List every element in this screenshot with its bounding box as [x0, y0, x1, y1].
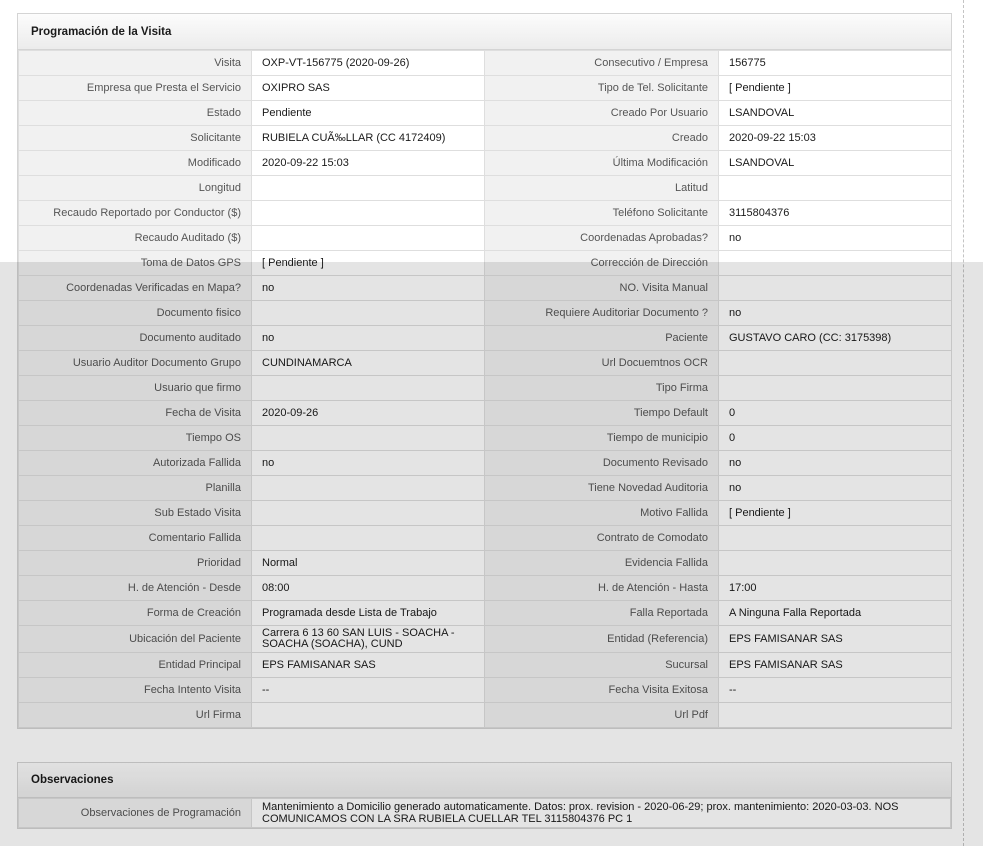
table-row — [19, 76, 952, 101]
field-label: Requiere Auditoriar Documento ? — [485, 301, 719, 326]
field-value — [719, 376, 952, 401]
field-label: Tipo de Tel. Solicitante — [485, 76, 719, 101]
table-row — [19, 551, 952, 576]
table-row — [19, 101, 952, 126]
field-value: OXIPRO SAS — [252, 76, 485, 101]
observaciones-panel — [17, 762, 952, 829]
field-label: Fecha Visita Exitosa — [485, 678, 719, 703]
table-row — [19, 703, 952, 728]
field-label: H. de Atención - Desde — [19, 576, 252, 601]
table-row — [19, 426, 952, 451]
field-value: no — [252, 451, 485, 476]
visita-panel — [17, 13, 952, 729]
table-row — [19, 799, 951, 828]
field-label: Tiempo Default — [485, 401, 719, 426]
table-row — [19, 576, 952, 601]
field-value: no — [252, 276, 485, 301]
observaciones-panel-title: Observaciones — [18, 763, 951, 798]
field-label: Visita — [19, 51, 252, 76]
field-value — [252, 176, 485, 201]
field-value — [252, 501, 485, 526]
field-value: [ Pendiente ] — [719, 501, 952, 526]
field-value: Programada desde Lista de Trabajo — [252, 601, 485, 626]
field-label: Sucursal — [485, 653, 719, 678]
field-value: 2020-09-22 15:03 — [719, 126, 952, 151]
field-value: -- — [719, 678, 952, 703]
field-label: Comentario Fallida — [19, 526, 252, 551]
field-label: Empresa que Presta el Servicio — [19, 76, 252, 101]
table-row — [19, 451, 952, 476]
field-value: Pendiente — [252, 101, 485, 126]
field-label: Evidencia Fallida — [485, 551, 719, 576]
field-value: 2020-09-22 15:03 — [252, 151, 485, 176]
field-value: GUSTAVO CARO (CC: 3175398) — [719, 326, 952, 351]
field-label: Toma de Datos GPS — [19, 251, 252, 276]
table-row — [19, 653, 952, 678]
table-row — [19, 601, 952, 626]
field-value — [252, 301, 485, 326]
field-label: Entidad Principal — [19, 653, 252, 678]
field-label: Documento fisico — [19, 301, 252, 326]
field-label: Fecha Intento Visita — [19, 678, 252, 703]
table-row — [19, 678, 952, 703]
field-label: Longitud — [19, 176, 252, 201]
field-label: Coordenadas Verificadas en Mapa? — [19, 276, 252, 301]
page-divider — [963, 0, 964, 846]
field-label: Documento Revisado — [485, 451, 719, 476]
table-row — [19, 176, 952, 201]
field-value: EPS FAMISANAR SAS — [719, 653, 952, 678]
table-row — [19, 276, 952, 301]
table-row — [19, 151, 952, 176]
field-label: Url Docuemtnos OCR — [485, 351, 719, 376]
field-value — [252, 226, 485, 251]
field-value — [252, 201, 485, 226]
table-row — [19, 501, 952, 526]
field-label: Planilla — [19, 476, 252, 501]
field-value: 0 — [719, 401, 952, 426]
field-value — [719, 276, 952, 301]
field-value: 08:00 — [252, 576, 485, 601]
table-row — [19, 401, 952, 426]
field-label: Última Modificación — [485, 151, 719, 176]
field-label: Coordenadas Aprobadas? — [485, 226, 719, 251]
field-value: A Ninguna Falla Reportada — [719, 601, 952, 626]
field-label: Falla Reportada — [485, 601, 719, 626]
observaciones-label: Observaciones de Programación — [19, 799, 252, 828]
field-value: [ Pendiente ] — [252, 251, 485, 276]
field-value — [719, 703, 952, 728]
field-value: no — [719, 451, 952, 476]
table-row — [19, 126, 952, 151]
field-label: Fecha de Visita — [19, 401, 252, 426]
field-value — [252, 526, 485, 551]
field-value: 3115804376 — [719, 201, 952, 226]
table-row — [19, 226, 952, 251]
field-label: Url Firma — [19, 703, 252, 728]
field-label: Motivo Fallida — [485, 501, 719, 526]
field-value — [719, 176, 952, 201]
field-label: Recaudo Auditado ($) — [19, 226, 252, 251]
table-row — [19, 251, 952, 276]
field-label: Tiempo de municipio — [485, 426, 719, 451]
field-label: Url Pdf — [485, 703, 719, 728]
field-label: Autorizada Fallida — [19, 451, 252, 476]
observaciones-table — [18, 798, 951, 828]
field-label: Paciente — [485, 326, 719, 351]
field-value: no — [719, 226, 952, 251]
field-value — [252, 476, 485, 501]
table-row — [19, 301, 952, 326]
field-value: LSANDOVAL — [719, 151, 952, 176]
table-row — [19, 526, 952, 551]
field-value: 0 — [719, 426, 952, 451]
visita-panel-title: Programación de la Visita — [18, 14, 951, 50]
visita-details-table — [18, 50, 952, 728]
field-value: no — [252, 326, 485, 351]
table-row — [19, 51, 952, 76]
table-row — [19, 626, 952, 653]
field-label: Consecutivo / Empresa — [485, 51, 719, 76]
field-label: Creado Por Usuario — [485, 101, 719, 126]
field-value: LSANDOVAL — [719, 101, 952, 126]
field-label: Ubicación del Paciente — [19, 626, 252, 653]
field-value: [ Pendiente ] — [719, 76, 952, 101]
field-label: Entidad (Referencia) — [485, 626, 719, 653]
table-row — [19, 476, 952, 501]
field-label: Modificado — [19, 151, 252, 176]
field-label: Forma de Creación — [19, 601, 252, 626]
field-label: Usuario Auditor Documento Grupo — [19, 351, 252, 376]
field-value — [252, 703, 485, 728]
field-label: NO. Visita Manual — [485, 276, 719, 301]
field-value — [252, 426, 485, 451]
field-label: Documento auditado — [19, 326, 252, 351]
field-value — [252, 376, 485, 401]
table-row — [19, 376, 952, 401]
field-value: OXP-VT-156775 (2020-09-26) — [252, 51, 485, 76]
table-row — [19, 201, 952, 226]
field-label: Estado — [19, 101, 252, 126]
field-value: no — [719, 301, 952, 326]
field-label: Usuario que firmo — [19, 376, 252, 401]
field-label: Creado — [485, 126, 719, 151]
field-value: CUNDINAMARCA — [252, 351, 485, 376]
field-value — [719, 251, 952, 276]
field-value: Normal — [252, 551, 485, 576]
field-label: Recaudo Reportado por Conductor ($) — [19, 201, 252, 226]
field-label: Tiene Novedad Auditoria — [485, 476, 719, 501]
field-label: H. de Atención - Hasta — [485, 576, 719, 601]
field-label: Contrato de Comodato — [485, 526, 719, 551]
field-value: RUBIELA CUÃ‰LLAR (CC 4172409) — [252, 126, 485, 151]
field-label: Latitud — [485, 176, 719, 201]
field-label: Tiempo OS — [19, 426, 252, 451]
table-row — [19, 351, 952, 376]
field-value — [719, 526, 952, 551]
field-label: Corrección de Dirección — [485, 251, 719, 276]
field-label: Prioridad — [19, 551, 252, 576]
table-row — [19, 326, 952, 351]
field-label: Tipo Firma — [485, 376, 719, 401]
field-value — [719, 351, 952, 376]
field-value — [719, 551, 952, 576]
field-label: Sub Estado Visita — [19, 501, 252, 526]
field-value: no — [719, 476, 952, 501]
field-value: EPS FAMISANAR SAS — [719, 626, 952, 653]
field-value: 156775 — [719, 51, 952, 76]
field-value: EPS FAMISANAR SAS — [252, 653, 485, 678]
field-value: 2020-09-26 — [252, 401, 485, 426]
field-value: 17:00 — [719, 576, 952, 601]
observaciones-value: Mantenimiento a Domicilio generado automaticamente. Datos: prox. revision - 2020-06-29; prox. mantenimiento: 2020-03-03. NOS COMUNICAMOS CON LA SRA RUBIELA CUELLAR TEL 3115804376 PC 1 — [252, 799, 951, 828]
field-label: Solicitante — [19, 126, 252, 151]
field-label: Teléfono Solicitante — [485, 201, 719, 226]
field-value: Carrera 6 13 60 SAN LUIS - SOACHA - SOACHA (SOACHA), CUND — [252, 626, 485, 653]
field-value: -- — [252, 678, 485, 703]
